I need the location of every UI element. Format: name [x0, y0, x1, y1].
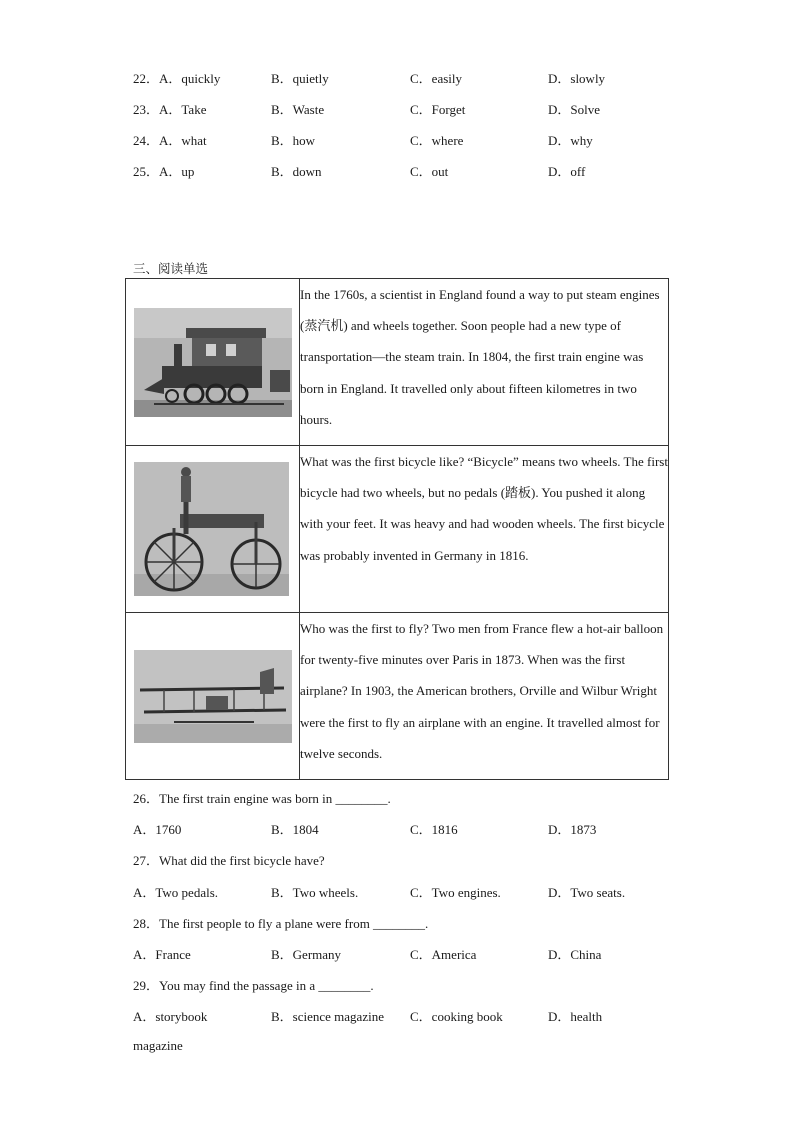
vocab-row-22: [133, 68, 673, 88]
image-cell: [126, 446, 300, 613]
image-cell: [126, 613, 300, 780]
option-d: D．why: [548, 133, 593, 148]
option-d[interactable]: D．1873: [548, 822, 597, 837]
vocab-row-24: [133, 130, 673, 150]
option-a: 24．A．what: [133, 133, 207, 148]
option-d[interactable]: D．China: [548, 947, 602, 962]
option-b[interactable]: B．science magazine: [271, 1009, 384, 1024]
option-a[interactable]: A．storybook: [133, 1009, 208, 1024]
option-b: B．Waste: [271, 102, 325, 117]
option-d: D．Solve: [548, 102, 601, 117]
option-c[interactable]: C．America: [410, 947, 477, 962]
question-26-options: [133, 819, 673, 839]
option-c: C．easily: [410, 71, 462, 86]
option-c: C．where: [410, 133, 464, 148]
image-cell: [126, 279, 300, 446]
option-a[interactable]: A．1760: [133, 822, 182, 837]
option-d: D．off: [548, 164, 586, 179]
question-28-stem: 28．The first people to fly a plane were from ________.: [133, 916, 429, 931]
option-d[interactable]: D．health: [548, 1009, 603, 1024]
passage-row-airplane: [126, 613, 669, 780]
passage-text: What was the first bicycle like? “Bicycle” means two wheels. The first bicycle had two wheels, but no pedals (踏板). You pushed it along with your feet. It was heavy and had wooden wheels. The first bicycle was probably invented in Germany in 1816.: [300, 446, 669, 613]
question-27-stem: 27．What did the first bicycle have?: [133, 853, 325, 868]
question-28-options: [133, 944, 673, 964]
option-d[interactable]: D．Two seats.: [548, 885, 626, 900]
option-b: B．how: [271, 133, 316, 148]
option-a: 25．A．up: [133, 164, 195, 179]
early-airplane-image: [134, 650, 292, 743]
question-27-options: [133, 882, 673, 902]
option-a: 23．A．Take: [133, 102, 207, 117]
early-bicycle-image: [134, 462, 289, 596]
option-d: D．slowly: [548, 71, 606, 86]
vocab-row-25: [133, 161, 673, 181]
option-b: B．quietly: [271, 71, 329, 86]
option-a: 22．A．quickly: [133, 71, 221, 86]
question-29-stem: 29．You may find the passage in a ________.: [133, 978, 374, 993]
passage-row-train: [126, 279, 669, 446]
option-c[interactable]: C．1816: [410, 822, 458, 837]
question-26-stem: 26．The first train engine was born in ________.: [133, 791, 391, 806]
option-c[interactable]: C．Two engines.: [410, 885, 501, 900]
question-29-options: [133, 1006, 673, 1026]
section-title: 三、阅读单选: [133, 261, 209, 276]
reading-table: [125, 278, 669, 780]
option-a[interactable]: A．France: [133, 947, 191, 962]
option-b[interactable]: B．Germany: [271, 947, 342, 962]
option-b: B．down: [271, 164, 322, 179]
passage-text: In the 1760s, a scientist in England found a way to put steam engines (蒸汽机) and wheels together. Soon people had a new type of transportation—the steam train. In 1804, the first train engine was born in England. It travelled only about fifteen kilometres in two hours.: [300, 279, 669, 446]
option-a[interactable]: A．Two pedals.: [133, 885, 219, 900]
option-b[interactable]: B．1804: [271, 822, 319, 837]
steam-train-image: [134, 308, 292, 417]
passage-text: Who was the first to fly? Two men from France flew a hot-air balloon for twenty-five minutes over Paris in 1873. When was the first airplane? In 1903, the American brothers, Orville and Wilbur Wright were the first to fly an airplane with an engine. It travelled almost for twelve seconds.: [300, 613, 669, 780]
option-c: C．Forget: [410, 102, 466, 117]
option-c: C．out: [410, 164, 449, 179]
option-d-continuation: magazine: [133, 1038, 183, 1053]
vocab-row-23: [133, 99, 673, 119]
option-c[interactable]: C．cooking book: [410, 1009, 503, 1024]
passage-row-bicycle: [126, 446, 669, 613]
option-b[interactable]: B．Two wheels.: [271, 885, 359, 900]
